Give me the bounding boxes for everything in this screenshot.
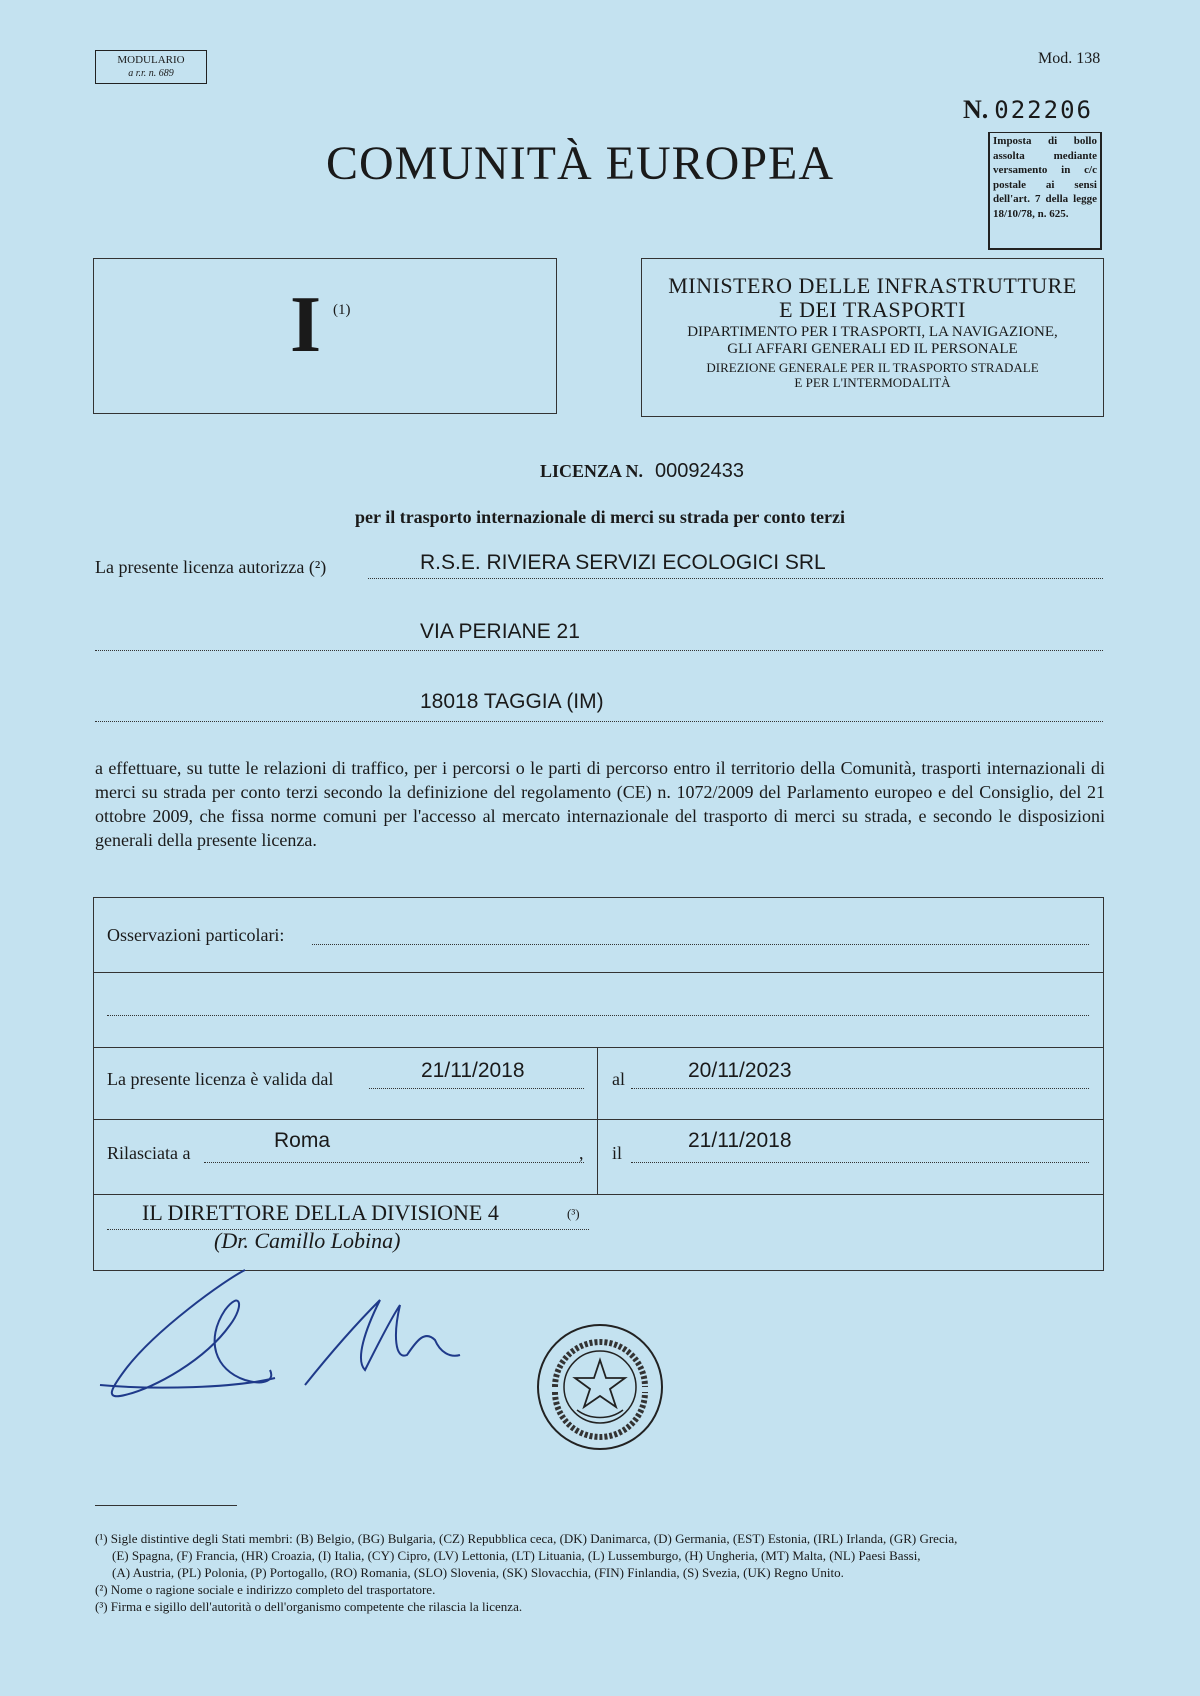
- model-label: Mod. 138: [1038, 50, 1101, 67]
- director-name: (Dr. Camillo Lobina): [214, 1228, 401, 1253]
- holder-name: R.S.E. RIVIERA SERVIZI ECOLOGICI SRL: [420, 551, 826, 574]
- observations-label: Osservazioni particolari:: [107, 925, 285, 945]
- valid-from-label: La presente licenza è valida dal: [107, 1069, 334, 1089]
- license-purpose: per il trasporto internazionale di merci su strada per conto terzi: [355, 507, 845, 527]
- issued-on-date: 21/11/2018: [688, 1129, 792, 1152]
- document-number-label: N.: [963, 95, 989, 124]
- country-box: [93, 258, 557, 414]
- ministry-line1: MINISTERO DELLE INFRASTRUTTURE: [668, 273, 1077, 298]
- country-footnote-ref: (1): [333, 302, 351, 318]
- ministry-box: [641, 258, 1104, 417]
- footnote-rule: [95, 1505, 237, 1506]
- issued-on-line: [631, 1162, 1089, 1163]
- ministry-line2: E DEI TRASPORTI: [779, 297, 966, 322]
- observations-line-2: [107, 1015, 1089, 1016]
- valid-from-line: [369, 1088, 584, 1089]
- table-divider: [94, 972, 1103, 973]
- footnote-1-line2: (E) Spagna, (F) Francia, (HR) Croazia, (I) Italia, (CY) Cipro, (LV) Lettonia, (LT) Lituania, (L) Lussemburgo, (H) Ungheria, (MT) Malta, (NL) Paesi Bassi,: [112, 1548, 921, 1563]
- footnote-2: (²) Nome o ragione sociale e indirizzo completo del trasportatore.: [95, 1582, 436, 1597]
- stamp-duty-box: Imposta di bollo assolta mediante versamento in c/c postale ai sensi dell'art. 7 della legge 18/10/78, n. 625.: [988, 132, 1102, 250]
- table-divider: [94, 1194, 1103, 1195]
- issued-at-place: Roma: [274, 1129, 331, 1152]
- issued-at-comma: ,: [579, 1143, 584, 1163]
- table-column-divider: [597, 1047, 598, 1194]
- authorizes-label: La presente licenza autorizza (²): [95, 557, 327, 577]
- license-number: [540, 460, 744, 483]
- holder-city: 18018 TAGGIA (IM): [420, 690, 604, 713]
- director-footnote-ref: (³): [567, 1206, 580, 1221]
- signature-image: [95, 1260, 475, 1400]
- form-code-line2: a r.r. n. 689: [128, 68, 174, 79]
- ministry-line3: DIPARTIMENTO PER I TRASPORTI, LA NAVIGAZIONE,: [687, 324, 1058, 340]
- ministry-line6: E PER L'INTERMODALITÀ: [794, 375, 951, 390]
- director-title: IL DIRETTORE DELLA DIVISIONE 4: [142, 1200, 499, 1225]
- license-number-value: 00092433: [655, 460, 745, 482]
- holder-address: VIA PERIANE 21: [420, 620, 580, 643]
- details-table: [93, 897, 1104, 1271]
- form-code-box: [95, 50, 207, 84]
- footnote-1-line3: (A) Austria, (PL) Polonia, (P) Portogallo, (RO) Romania, (SLO) Slovenia, (SK) Slovacchia, (FIN) Finlandia, (S) Svezia, (UK) Regno Unito.: [112, 1565, 844, 1580]
- valid-to-date: 20/11/2023: [688, 1059, 792, 1082]
- form-code-line1: MODULARIO: [117, 54, 185, 66]
- license-number-label: LICENZA N.: [540, 461, 644, 481]
- country-code: I: [290, 281, 322, 369]
- ministry-line5: DIREZIONE GENERALE PER IL TRASPORTO STRADALE: [706, 360, 1039, 375]
- valid-from-date: 21/11/2018: [421, 1059, 525, 1082]
- holder-name-line: [368, 578, 1103, 579]
- table-divider: [94, 1119, 1103, 1120]
- holder-city-line: [95, 721, 1103, 722]
- ministry-seal: [535, 1322, 665, 1452]
- valid-to-label: al: [612, 1069, 625, 1089]
- document-number-value: 022206: [994, 96, 1093, 124]
- document-number: [963, 95, 1093, 125]
- footnotes: [95, 1530, 1105, 1615]
- holder-address-line: [95, 650, 1103, 651]
- footnote-1-line1: (¹) Sigle distintive degli Stati membri: (B) Belgio, (BG) Bulgaria, (CZ) Repubblica ceca, (DK) Danimarca, (D) Germania, (EST) Estonia, (IRL) Irlanda, (GR) Grecia,: [95, 1531, 958, 1546]
- issued-at-line: [204, 1162, 584, 1163]
- ministry-line4: GLI AFFARI GENERALI ED IL PERSONALE: [727, 341, 1018, 357]
- table-divider: [94, 1047, 1103, 1048]
- valid-to-line: [631, 1088, 1089, 1089]
- footnote-3: (³) Firma e sigillo dell'autorità o dell'organismo competente che rilascia la licenza.: [95, 1599, 523, 1614]
- observations-line: [312, 944, 1089, 945]
- issued-on-label: il: [612, 1143, 623, 1163]
- issued-at-label: Rilasciata a: [107, 1143, 191, 1163]
- license-body-text: a effettuare, su tutte le relazioni di traffico, per i percorsi o le parti di percorso entro il territorio della Comunità, trasporti internazionali di merci su strada per conto terzi secondo la definizione del regolamento (CE) n. 1072/2009 del Parlamento europeo e del Consiglio, del 21 ottobre 2009, che fissa norme comuni per l'accesso al mercato internazionale del trasporto di merci su strada, e secondo le disposizioni generali della presente licenza.: [95, 758, 1105, 850]
- document-title: COMUNITÀ EUROPEA: [326, 137, 834, 190]
